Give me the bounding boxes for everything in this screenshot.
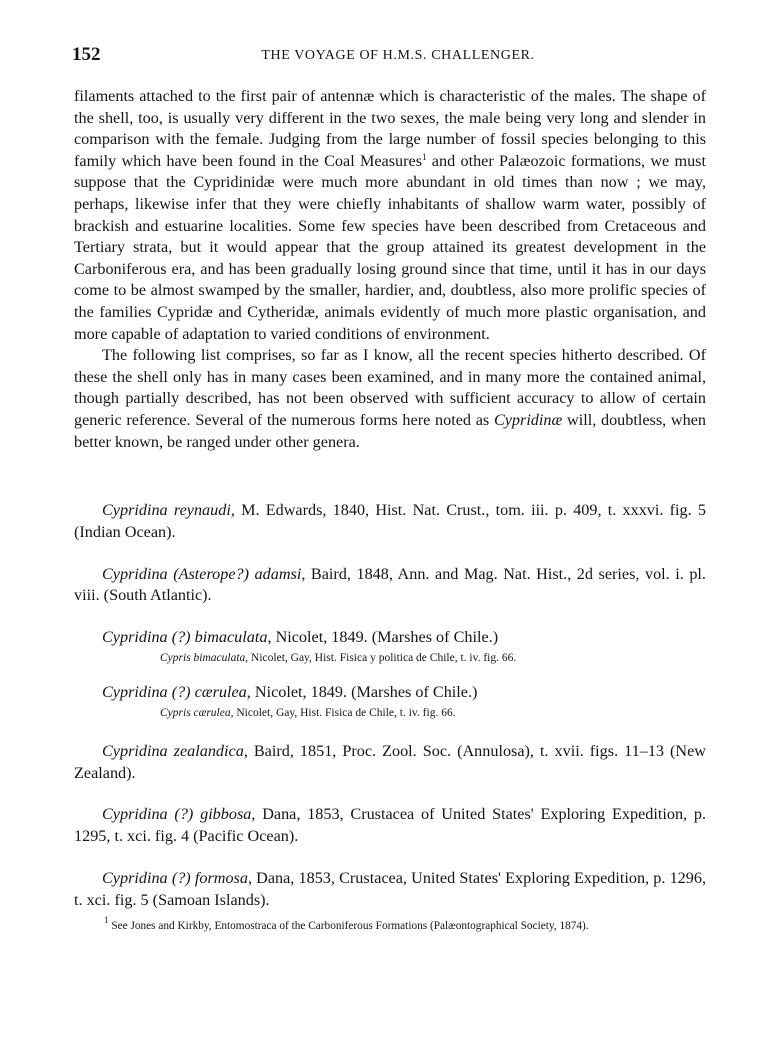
species-name: Cypridina (?) formosa xyxy=(102,868,248,887)
paragraph-1-text: filaments attached to the first pair of antennæ which is characteristic of the males. The shape of the shell, too, is usually very different in the two sexes, the male being very long and slender in comparison with the female. Judging from the large number of fossil species belonging to this family which have been found in the Coal Measures xyxy=(74,87,706,170)
species-entry xyxy=(74,627,706,666)
species-entry xyxy=(74,741,706,785)
footnote xyxy=(104,915,706,934)
species-name: Cypridina (?) bimaculata xyxy=(102,628,268,647)
body-text xyxy=(74,86,706,453)
species-entry xyxy=(74,564,706,608)
species-citation: , Nicolet, 1849. (Marshes of Chile.) xyxy=(267,628,499,647)
paragraph-1 xyxy=(74,86,706,345)
synonym-line xyxy=(74,705,706,721)
species-citation: , Nicolet, 1849. (Marshes of Chile.) xyxy=(246,682,478,701)
species-name: Cypridina (?) gibbosa xyxy=(102,805,252,824)
synonym-citation: , Nicolet, Gay, Hist. Fisica de Chile, t. iv. fig. 66. xyxy=(230,706,456,719)
page-header xyxy=(72,44,704,68)
species-name: Cypridina (Asterope?) adamsi xyxy=(102,564,302,583)
species-name: Cypridina reynaudi xyxy=(102,501,231,519)
paragraph-2 xyxy=(74,345,706,453)
species-entry xyxy=(74,500,706,544)
species-entry xyxy=(74,868,706,912)
species-citation: , Dana, 1853, Crustacea of United States' Exploring Expedition, p. 1295, t. xci. fig. 4 (Pacific Ocean). xyxy=(74,805,707,846)
species-citation: , Baird, 1848, Ann. and Mag. Nat. Hist., 2d series, vol. i. pl. viii. (South Atlantic). xyxy=(74,564,706,605)
paragraph-2-end: will, doubtless, when better known, be ranged under other genera. xyxy=(74,410,706,451)
paragraph-2-text: The following list comprises, so far as I know, all the recent species hitherto described. Of these the shell only has in many cases been examined, and in many more the contained animal, though partially described, has not been observed with sufficient accuracy to allow of certain generic reference. Several of the numerous forms here noted as xyxy=(74,346,706,429)
synonym-line xyxy=(74,650,706,666)
synonym-name: Cypris cærulea xyxy=(160,706,231,719)
species-entry xyxy=(74,682,706,721)
footnote-text: See Jones and Kirkby, Entomostraca of the Carboniferous Formations (Palæontographical Society, 1874). xyxy=(108,920,589,932)
footnote-reference: 1 xyxy=(422,151,427,162)
species-list xyxy=(74,500,706,932)
synonym-name: Cypris bimaculata xyxy=(160,651,246,664)
paragraph-1-continuation: and other Palæozoic formations, we must suppose that the Cypridinidæ were much more abundant in old times than now ; we may, perhaps, likewise infer that they were chiefly inhabitants of shallow warm water, possibly of brackish and estuarine localities. Some few species have been described from Cretaceous and Tertiary strata, but it would appear that the group attained its greatest development in the Carboniferous era, and has been gradually losing ground since that time, until it has in our days come to be almost swamped by the smaller, hardier, and, doubtless, also more prolific species of the families Cypridæ and Cytheridæ, animals evidently of much more plastic organisation, and more capable of adaptation to varied conditions of environment. xyxy=(74,151,706,343)
species-citation: , M. Edwards, 1840, Hist. Nat. Crust., tom. iii. p. 409, t. xxxvi. fig. 5 (Indian Ocean). xyxy=(74,501,707,541)
species-name: Cypridina zealandica xyxy=(102,741,244,760)
species-citation: , Dana, 1853, Crustacea, United States' Exploring Expedition, p. 1296, t. xci. fig. 5 (Samoan Islands). xyxy=(74,868,707,909)
running-title: THE VOYAGE OF H.M.S. CHALLENGER. xyxy=(261,48,535,63)
species-name: Cypridina (?) cærulea xyxy=(102,682,247,701)
species-citation: , Baird, 1851, Proc. Zool. Soc. (Annulosa), t. xvii. figs. 11–13 (New Zealand). xyxy=(74,741,706,782)
synonym-citation: , Nicolet, Gay, Hist. Fisica y politica de Chile, t. iv. fig. 66. xyxy=(245,651,517,664)
species-entry xyxy=(74,804,706,848)
paragraph-2-genus: Cypridinæ xyxy=(493,410,563,429)
page-number: 152 xyxy=(72,44,101,65)
footnote-marker: 1 xyxy=(104,915,109,925)
